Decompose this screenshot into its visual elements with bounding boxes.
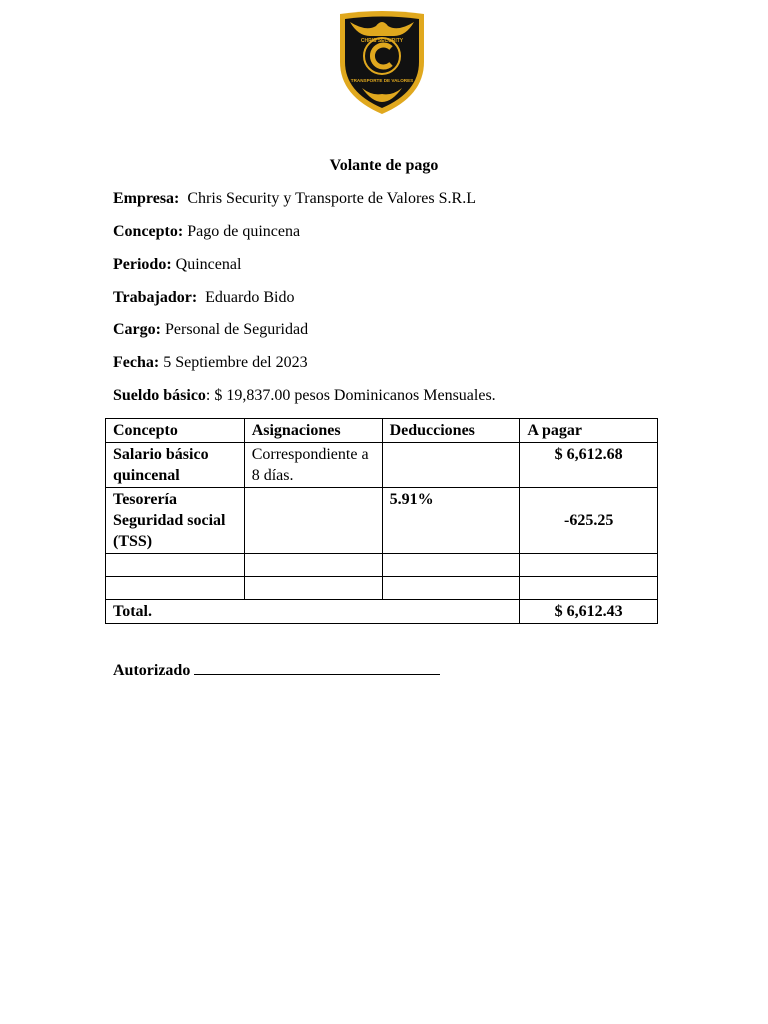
authorized-label: Autorizado — [113, 662, 191, 679]
field-sueldo-basico — [113, 387, 496, 405]
cell-a-pagar: -625.25 — [520, 488, 658, 554]
document-title: Volante de pago — [329, 157, 439, 174]
header-concepto: Concepto — [106, 419, 245, 443]
company-logo — [336, 10, 428, 116]
field-value: Quincenal — [171, 256, 242, 273]
cell-concepto: Tesorería Seguridad social (TSS) — [106, 488, 245, 554]
cell-asignaciones: Correspondiente a 8 días. — [244, 443, 382, 488]
cell-concepto: Salario básico quincenal — [106, 443, 245, 488]
table-row — [106, 443, 658, 488]
logo-text-top: CHRIS SECURITY — [360, 38, 404, 44]
logo-text-bottom: TRANSPORTE DE VALORES — [350, 78, 414, 83]
cell-deducciones — [382, 443, 520, 488]
payment-table — [105, 418, 658, 624]
field-cargo — [113, 321, 308, 339]
field-empresa — [113, 190, 476, 208]
table-row-empty — [106, 554, 658, 577]
table-row — [106, 488, 658, 554]
field-label: Trabajador: — [113, 289, 198, 306]
field-label: Periodo: — [113, 256, 172, 273]
cell-empty — [382, 577, 520, 600]
field-trabajador — [113, 289, 294, 307]
shield-logo-icon — [336, 10, 428, 116]
field-label: Cargo: — [113, 321, 161, 338]
field-label: Fecha: — [113, 354, 160, 371]
field-value: Personal de Seguridad — [160, 321, 309, 338]
field-value: : $ 19,837.00 pesos Dominicanos Mensuales. — [205, 387, 496, 404]
field-value: Pago de quincena — [183, 223, 301, 240]
authorized-signature — [113, 658, 440, 680]
cell-a-pagar: $ 6,612.68 — [520, 443, 658, 488]
field-value: Chris Security y Transporte de Valores S.R.L — [179, 190, 476, 207]
field-value: 5 Septiembre del 2023 — [159, 354, 308, 371]
cell-empty — [244, 577, 382, 600]
header-a-pagar: A pagar — [520, 419, 658, 443]
field-label: Concepto: — [113, 223, 184, 240]
field-value: Eduardo Bido — [197, 289, 295, 306]
signature-line — [194, 658, 440, 675]
field-fecha — [113, 354, 308, 372]
field-periodo — [113, 256, 241, 274]
total-label: Total. — [106, 600, 520, 624]
field-label: Sueldo básico — [113, 387, 206, 404]
cell-empty — [382, 554, 520, 577]
table-total-row — [106, 600, 658, 624]
cell-empty — [520, 554, 658, 577]
field-label: Empresa: — [113, 190, 180, 207]
cell-empty — [106, 577, 245, 600]
cell-asignaciones — [244, 488, 382, 554]
cell-empty — [520, 577, 658, 600]
header-asignaciones: Asignaciones — [244, 419, 382, 443]
cell-empty — [244, 554, 382, 577]
header-deducciones: Deducciones — [382, 419, 520, 443]
cell-deducciones: 5.91% — [382, 488, 520, 554]
cell-empty — [106, 554, 245, 577]
total-value: $ 6,612.43 — [520, 600, 658, 624]
field-concepto — [113, 223, 300, 241]
table-header-row — [106, 419, 658, 443]
table-row-empty — [106, 577, 658, 600]
